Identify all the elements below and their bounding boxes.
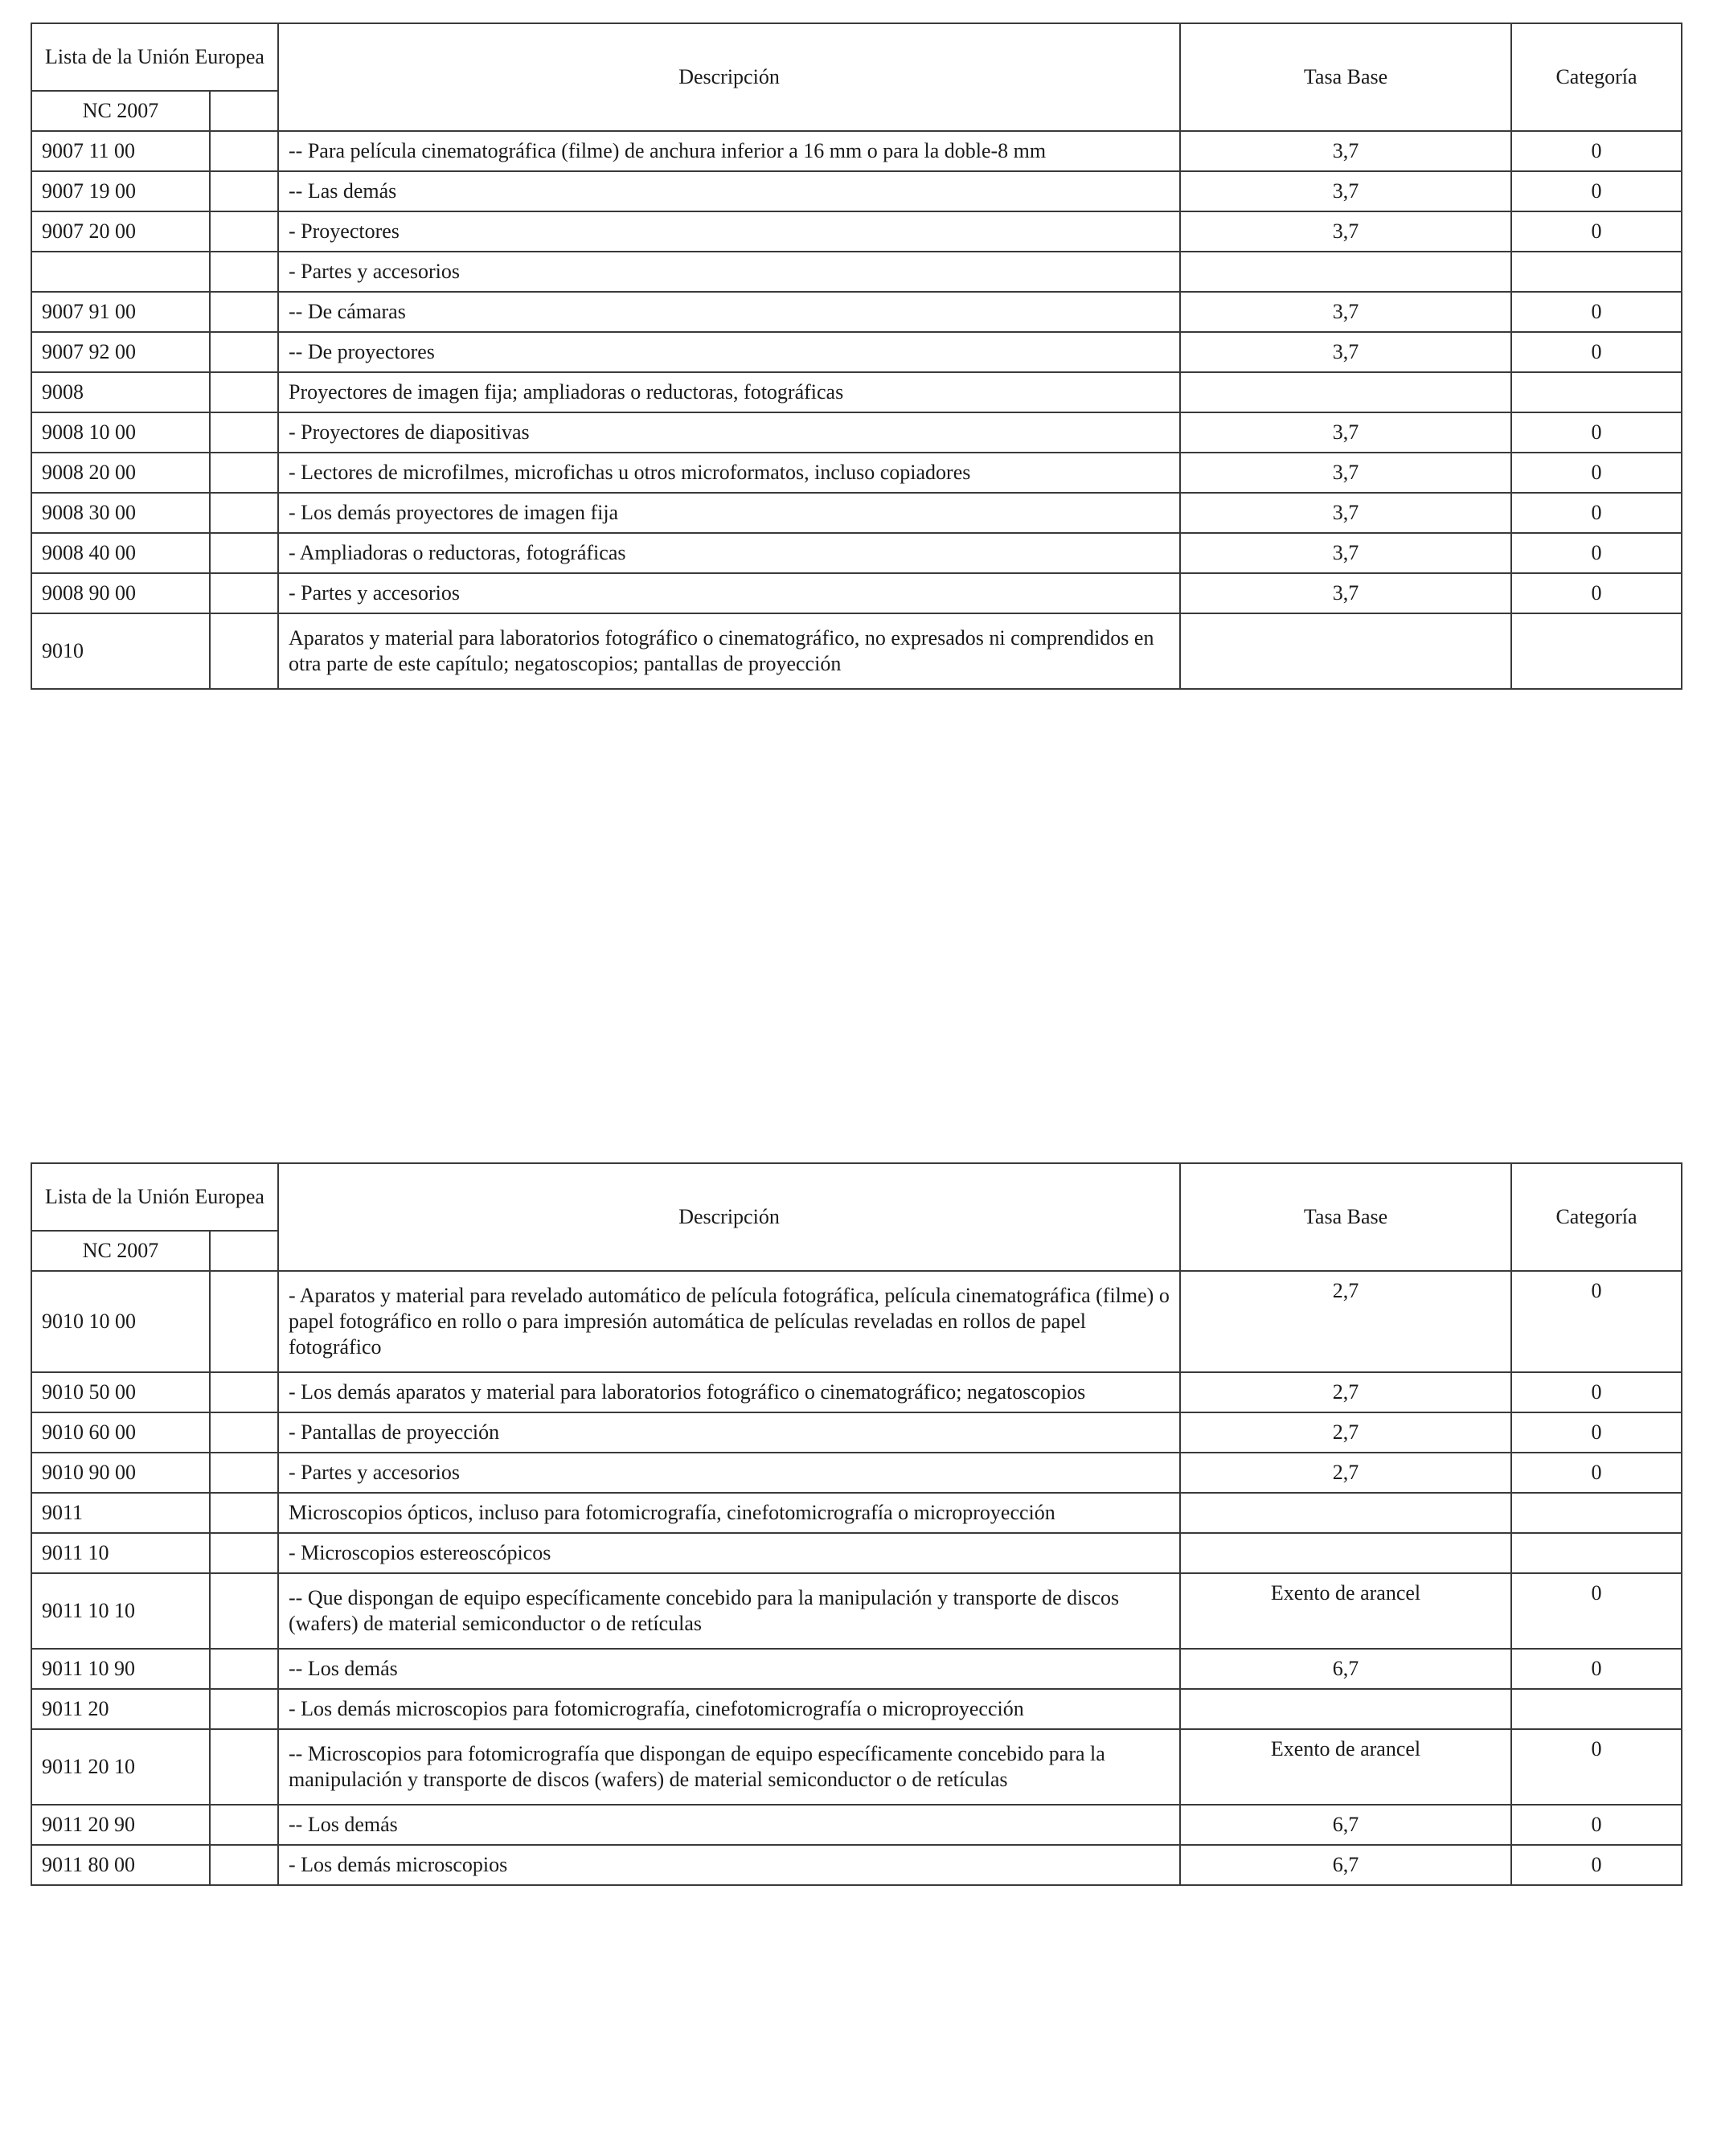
table-row <box>31 1412 1682 1453</box>
table-row <box>31 493 1682 533</box>
blank-cell <box>210 1649 278 1689</box>
blank-cell <box>210 1845 278 1885</box>
table-row <box>31 1493 1682 1533</box>
code-cell: 9008 90 00 <box>31 573 210 613</box>
code-cell: 9007 92 00 <box>31 332 210 372</box>
blank-cell <box>210 252 278 292</box>
code-cell: 9007 19 00 <box>31 171 210 211</box>
code-cell: 9010 50 00 <box>31 1372 210 1412</box>
category-cell: 0 <box>1511 493 1682 533</box>
description-cell: - Lectores de microfilmes, microfichas u otros microformatos, incluso copiadores <box>278 453 1180 493</box>
blank-cell <box>210 1533 278 1573</box>
category-cell: 0 <box>1511 1573 1682 1649</box>
table-row <box>31 1372 1682 1412</box>
table-row <box>31 573 1682 613</box>
base-rate-cell: 3,7 <box>1180 171 1511 211</box>
blank-cell <box>210 292 278 332</box>
code-cell: 9008 20 00 <box>31 453 210 493</box>
description-cell: - Aparatos y material para revelado automático de película fotográfica, película cinematográfica (filme) o papel fotográfico en rollo o para impresión automática de películas reveladas en rollos de papel fotográfico <box>278 1271 1180 1372</box>
table-row <box>31 171 1682 211</box>
category-cell: 0 <box>1511 1372 1682 1412</box>
category-cell: 0 <box>1511 1412 1682 1453</box>
base-rate-cell: 6,7 <box>1180 1805 1511 1845</box>
description-cell: - Los demás microscopios <box>278 1845 1180 1885</box>
description-cell: - Proyectores <box>278 211 1180 252</box>
category-cell <box>1511 1493 1682 1533</box>
table-row <box>31 252 1682 292</box>
code-cell: 9008 30 00 <box>31 493 210 533</box>
base-rate-cell: 3,7 <box>1180 493 1511 533</box>
blank-cell <box>210 171 278 211</box>
code-cell: 9011 20 10 <box>31 1729 210 1805</box>
blank-cell <box>210 1729 278 1805</box>
base-rate-cell: 6,7 <box>1180 1845 1511 1885</box>
code-cell: 9008 40 00 <box>31 533 210 573</box>
table-row <box>31 1845 1682 1885</box>
code-cell: 9011 20 90 <box>31 1805 210 1845</box>
description-cell: - Partes y accesorios <box>278 252 1180 292</box>
description-cell: Microscopios ópticos, incluso para fotomicrografía, cinefotomicrografía o microproyección <box>278 1493 1180 1533</box>
blank-cell <box>210 1805 278 1845</box>
category-cell <box>1511 613 1682 689</box>
code-cell: 9011 10 10 <box>31 1573 210 1649</box>
base-rate-cell: 3,7 <box>1180 292 1511 332</box>
table-row <box>31 453 1682 493</box>
table-row <box>31 533 1682 573</box>
blank-cell <box>210 493 278 533</box>
code-cell: 9007 20 00 <box>31 211 210 252</box>
description-cell: - Pantallas de proyección <box>278 1412 1180 1453</box>
code-cell: 9010 60 00 <box>31 1412 210 1453</box>
description-cell: Aparatos y material para laboratorios fotográfico o cinematográfico, no expresados ni comprendidos en otra parte de este capítulo; negatoscopios; pantallas de proyección <box>278 613 1180 689</box>
code-cell: 9008 <box>31 372 210 412</box>
description-cell: - Los demás microscopios para fotomicrografía, cinefotomicrografía o microproyección <box>278 1689 1180 1729</box>
category-cell <box>1511 1689 1682 1729</box>
description-cell: - Partes y accesorios <box>278 573 1180 613</box>
description-cell: - Ampliadoras o reductoras, fotográficas <box>278 533 1180 573</box>
table-row <box>31 372 1682 412</box>
code-cell: 9011 10 <box>31 1533 210 1573</box>
category-cell <box>1511 252 1682 292</box>
code-cell: 9010 <box>31 613 210 689</box>
table-row <box>31 1573 1682 1649</box>
header-list-title: Lista de la Unión Europea <box>31 23 278 91</box>
blank-cell <box>210 1372 278 1412</box>
header-nc: NC 2007 <box>31 1231 210 1271</box>
description-cell: - Los demás proyectores de imagen fija <box>278 493 1180 533</box>
category-cell: 0 <box>1511 1271 1682 1372</box>
tariff-table-2 <box>31 1162 1682 1886</box>
base-rate-cell <box>1180 1493 1511 1533</box>
category-cell: 0 <box>1511 332 1682 372</box>
category-cell <box>1511 372 1682 412</box>
blank-cell <box>210 1493 278 1533</box>
base-rate-cell: Exento de arancel <box>1180 1573 1511 1649</box>
table-row <box>31 131 1682 171</box>
base-rate-cell: 6,7 <box>1180 1649 1511 1689</box>
category-cell: 0 <box>1511 1649 1682 1689</box>
description-cell: -- De proyectores <box>278 332 1180 372</box>
table-row <box>31 292 1682 332</box>
category-cell <box>1511 1533 1682 1573</box>
header-blank-cell <box>210 1231 278 1271</box>
category-cell: 0 <box>1511 1805 1682 1845</box>
base-rate-cell <box>1180 1689 1511 1729</box>
code-cell: 9010 10 00 <box>31 1271 210 1372</box>
table-row <box>31 1689 1682 1729</box>
category-cell: 0 <box>1511 573 1682 613</box>
header-nc: NC 2007 <box>31 91 210 131</box>
description-cell: -- Los demás <box>278 1805 1180 1845</box>
description-cell: -- Para película cinematográfica (filme) de anchura inferior a 16 mm o para la doble-8 mm <box>278 131 1180 171</box>
description-cell: - Los demás aparatos y material para laboratorios fotográfico o cinematográfico; negatoscopios <box>278 1372 1180 1412</box>
blank-cell <box>210 131 278 171</box>
base-rate-cell: 3,7 <box>1180 453 1511 493</box>
base-rate-cell: 3,7 <box>1180 533 1511 573</box>
code-cell: 9010 90 00 <box>31 1453 210 1493</box>
category-cell: 0 <box>1511 1729 1682 1805</box>
blank-cell <box>210 1271 278 1372</box>
code-cell: 9007 91 00 <box>31 292 210 332</box>
category-cell: 0 <box>1511 1845 1682 1885</box>
code-cell: 9011 <box>31 1493 210 1533</box>
header-list-title: Lista de la Unión Europea <box>31 1163 278 1231</box>
description-cell: -- De cámaras <box>278 292 1180 332</box>
table-row <box>31 1533 1682 1573</box>
description-cell: - Partes y accesorios <box>278 1453 1180 1493</box>
table-row <box>31 1271 1682 1372</box>
base-rate-cell <box>1180 613 1511 689</box>
table-row <box>31 1649 1682 1689</box>
header-blank-cell <box>210 91 278 131</box>
code-cell: 9011 80 00 <box>31 1845 210 1885</box>
table-row <box>31 1729 1682 1805</box>
base-rate-cell: 2,7 <box>1180 1453 1511 1493</box>
category-cell: 0 <box>1511 171 1682 211</box>
base-rate-cell: 3,7 <box>1180 573 1511 613</box>
code-cell: 9007 11 00 <box>31 131 210 171</box>
category-cell: 0 <box>1511 412 1682 453</box>
blank-cell <box>210 573 278 613</box>
blank-cell <box>210 533 278 573</box>
category-cell: 0 <box>1511 1453 1682 1493</box>
header-category: Categoría <box>1511 23 1682 131</box>
category-cell: 0 <box>1511 292 1682 332</box>
tariff-table-1 <box>31 23 1682 690</box>
blank-cell <box>210 412 278 453</box>
header-description: Descripción <box>278 23 1180 131</box>
blank-cell <box>210 1412 278 1453</box>
description-cell: -- Microscopios para fotomicrografía que dispongan de equipo específicamente concebido para la manipulación y transporte de discos (wafers) de material semiconductor o de retículas <box>278 1729 1180 1805</box>
category-cell: 0 <box>1511 131 1682 171</box>
blank-cell <box>210 372 278 412</box>
category-cell: 0 <box>1511 533 1682 573</box>
code-cell: 9011 10 90 <box>31 1649 210 1689</box>
table-row <box>31 332 1682 372</box>
base-rate-cell <box>1180 372 1511 412</box>
description-cell: -- Los demás <box>278 1649 1180 1689</box>
base-rate-cell <box>1180 252 1511 292</box>
header-base-rate: Tasa Base <box>1180 23 1511 131</box>
header-description: Descripción <box>278 1163 1180 1271</box>
blank-cell <box>210 613 278 689</box>
base-rate-cell: 3,7 <box>1180 131 1511 171</box>
base-rate-cell: 2,7 <box>1180 1271 1511 1372</box>
table-row <box>31 613 1682 689</box>
code-cell: 9011 20 <box>31 1689 210 1729</box>
description-cell: - Proyectores de diapositivas <box>278 412 1180 453</box>
base-rate-cell: 3,7 <box>1180 211 1511 252</box>
blank-cell <box>210 332 278 372</box>
base-rate-cell: 3,7 <box>1180 332 1511 372</box>
base-rate-cell: 2,7 <box>1180 1372 1511 1412</box>
category-cell: 0 <box>1511 211 1682 252</box>
description-cell: Proyectores de imagen fija; ampliadoras o reductoras, fotográficas <box>278 372 1180 412</box>
code-cell: 9008 10 00 <box>31 412 210 453</box>
header-base-rate: Tasa Base <box>1180 1163 1511 1271</box>
base-rate-cell <box>1180 1533 1511 1573</box>
base-rate-cell: 3,7 <box>1180 412 1511 453</box>
table-row <box>31 412 1682 453</box>
blank-cell <box>210 1573 278 1649</box>
base-rate-cell: Exento de arancel <box>1180 1729 1511 1805</box>
blank-cell <box>210 453 278 493</box>
blank-cell <box>210 1689 278 1729</box>
table-row <box>31 1453 1682 1493</box>
blank-cell <box>210 211 278 252</box>
description-cell: -- Que dispongan de equipo específicamente concebido para la manipulación y transporte de discos (wafers) de material semiconductor o de retículas <box>278 1573 1180 1649</box>
blank-cell <box>210 1453 278 1493</box>
description-cell: -- Las demás <box>278 171 1180 211</box>
code-cell <box>31 252 210 292</box>
base-rate-cell: 2,7 <box>1180 1412 1511 1453</box>
table-row <box>31 1805 1682 1845</box>
category-cell: 0 <box>1511 453 1682 493</box>
table-row <box>31 211 1682 252</box>
description-cell: - Microscopios estereoscópicos <box>278 1533 1180 1573</box>
header-category: Categoría <box>1511 1163 1682 1271</box>
